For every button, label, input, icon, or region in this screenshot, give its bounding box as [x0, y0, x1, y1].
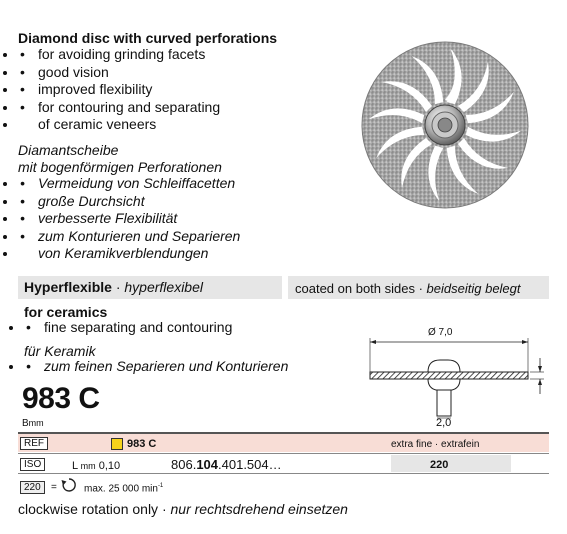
rpm-size-box: 220 — [20, 481, 45, 494]
list-item: • • good vision — [18, 64, 220, 82]
rpm-equals: = — [51, 482, 57, 493]
german-title-line2: mit bogenförmigen Perforationen — [18, 159, 222, 175]
list-item-continuation: • von Keramikverblendungen — [18, 245, 240, 263]
product-title: Diamond disc with curved perforations — [18, 30, 278, 46]
list-item: • • Vermeidung von Schleiffacetten — [18, 175, 240, 193]
divider — [18, 473, 549, 474]
list-item: • • improved flexibility — [18, 81, 220, 99]
list-item: • • fine separating and contouring — [24, 319, 232, 337]
list-item: • • zum feinen Separieren und Konturieren — [24, 358, 288, 376]
list-item-continuation: • of ceramic veneers — [18, 116, 220, 134]
rotation-icon — [60, 477, 78, 493]
usage-list-de — [24, 358, 288, 376]
ref-code: 983 C — [127, 438, 157, 450]
length-field: L mm 0,10 — [72, 460, 121, 472]
rpm-max: max. 25 000 $\min^{-1}$ — [84, 483, 164, 495]
grit-label: extra fine · extrafein — [391, 439, 480, 450]
divider — [18, 453, 549, 454]
product-code: 983 C — [22, 382, 100, 415]
german-title-line1: Diamantscheibe — [18, 142, 119, 158]
usage-heading-de: für Keramik — [24, 343, 96, 359]
grit-color-swatch — [111, 438, 123, 450]
flexibility-label: Hyperflexible · hyperflexibel — [24, 279, 203, 295]
list-item: • • verbesserte Flexibilität — [18, 210, 240, 228]
usage-list-en — [24, 319, 232, 337]
coating-label: coated on both sides · beidseitig belegt — [295, 281, 521, 296]
rotation-note: clockwise rotation only · nur rechtsdrehend einsetzen — [18, 501, 348, 517]
list-item: • • for avoiding grinding facets — [18, 46, 220, 64]
list-item: • • große Durchsicht — [18, 193, 240, 211]
english-feature-list — [18, 46, 220, 134]
ref-label: REF — [20, 437, 48, 450]
iso-size: 220 — [430, 459, 449, 471]
shank-diameter-value: 2,0 — [436, 417, 452, 429]
list-item: • • for contouring and separating — [18, 99, 220, 117]
iso-number: 806.104.401.504… — [171, 457, 282, 472]
technical-drawing — [360, 322, 550, 422]
usage-heading-en: for ceramics — [24, 304, 108, 320]
iso-size-cell — [391, 455, 511, 472]
diamond-disc-image — [360, 40, 530, 210]
iso-label: ISO — [20, 458, 45, 471]
b-label: Bmm — [22, 418, 44, 429]
list-item: • • zum Konturieren und Separieren — [18, 228, 240, 246]
german-feature-list — [18, 175, 240, 263]
diameter-label: Ø 7,0 — [428, 327, 453, 338]
